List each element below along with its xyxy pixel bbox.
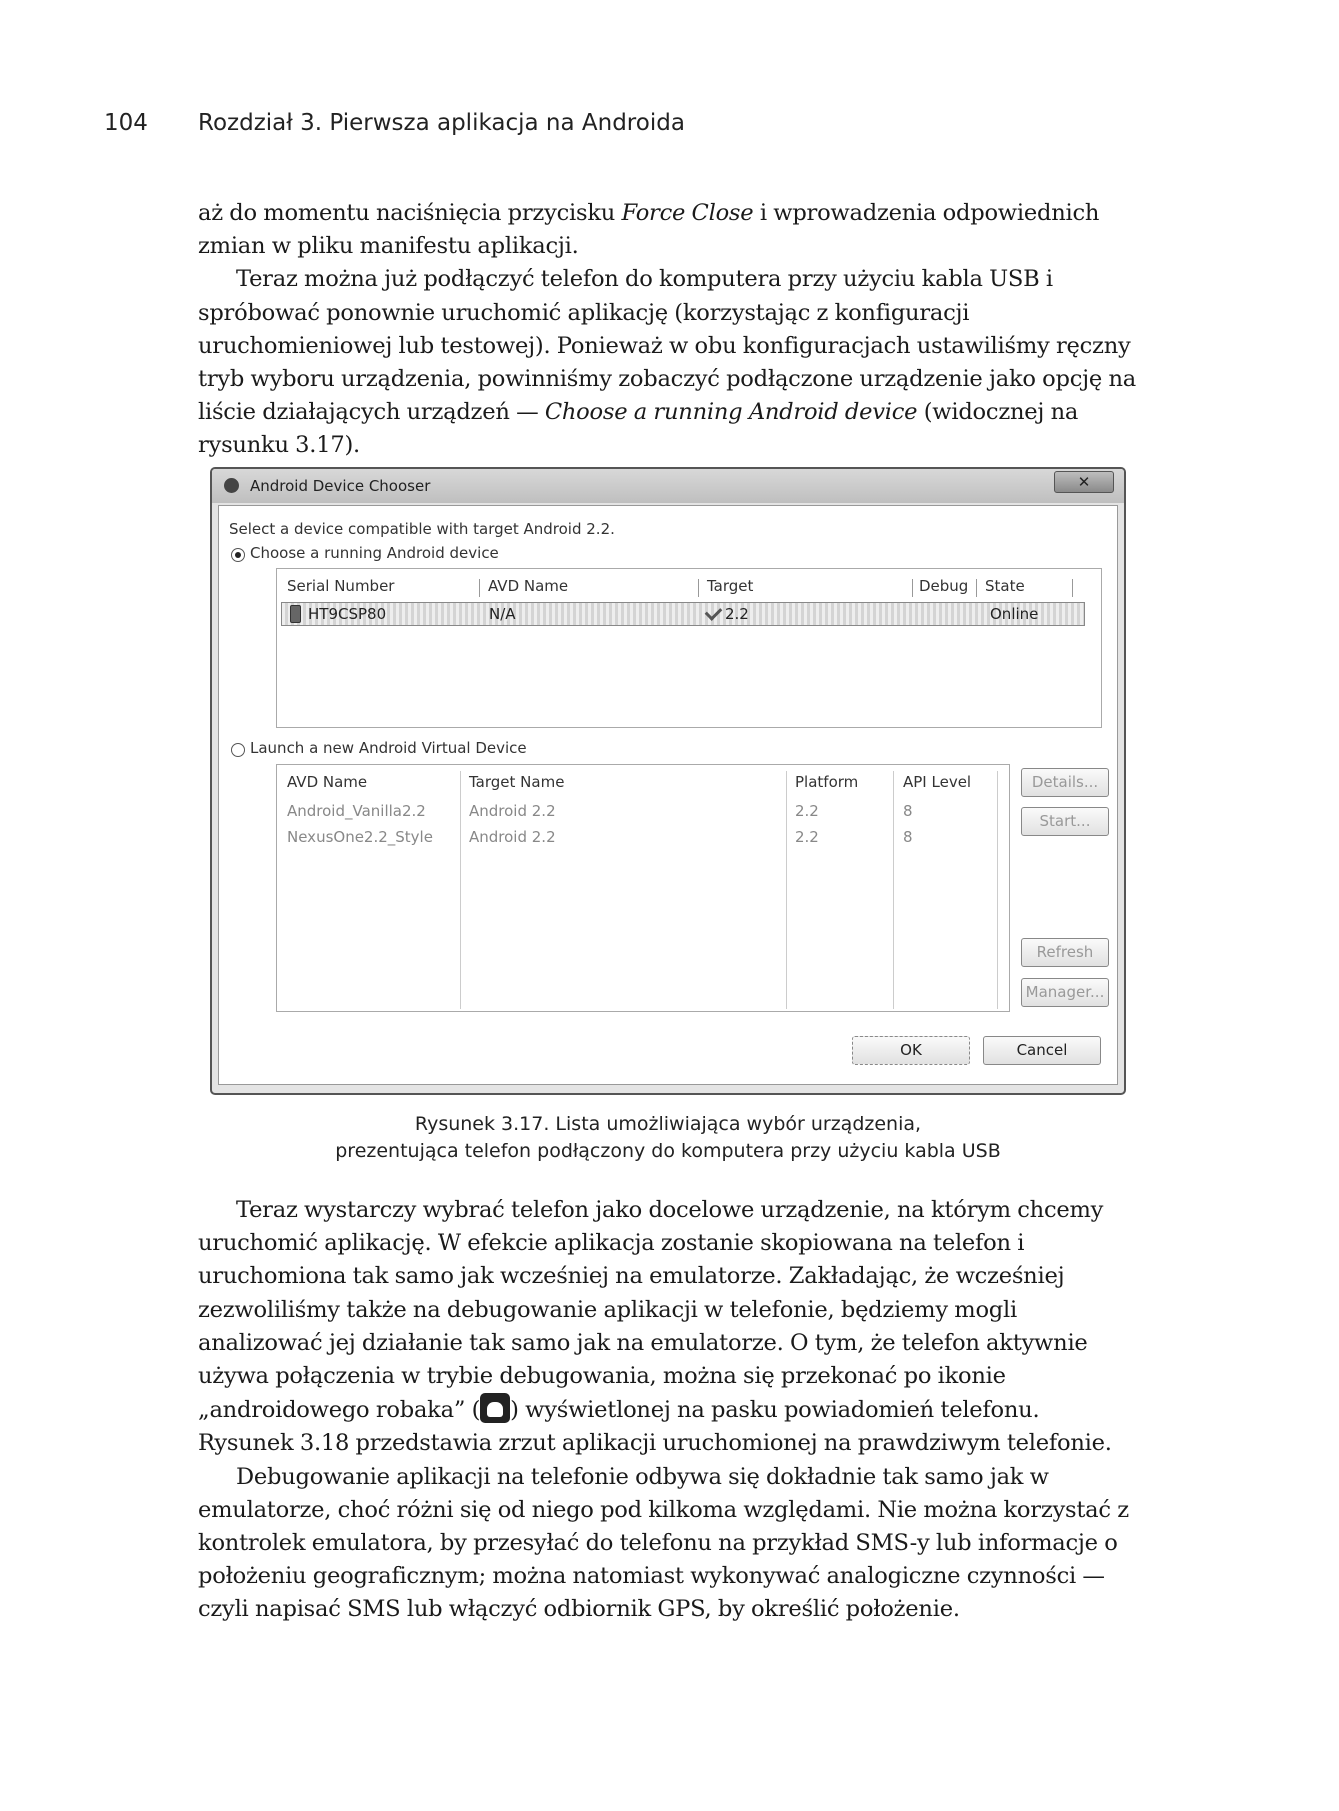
paragraph-3: [198, 1194, 1138, 1461]
column-platform[interactable]: Platform: [795, 773, 859, 791]
column-divider: [698, 579, 699, 597]
avd-row-1-target: Android 2.2: [469, 802, 556, 820]
avd-row-2-platform: 2.2: [795, 828, 819, 846]
start-button[interactable]: Start...: [1021, 807, 1109, 836]
device-state: Online: [990, 605, 1039, 623]
column-target-name[interactable]: Target Name: [469, 773, 565, 791]
cancel-button[interactable]: Cancel: [983, 1036, 1101, 1065]
checkmark-icon: [705, 603, 723, 621]
refresh-button[interactable]: Refresh: [1021, 938, 1109, 967]
page-header: [104, 110, 685, 136]
dialog-client: [218, 505, 1118, 1085]
paragraph-2-emphasis: Choose a running Android device: [544, 399, 918, 426]
column-avd-name[interactable]: AVD Name: [287, 773, 368, 791]
paragraph-2-text: Teraz można już podłączyć telefon do komputera przy użyciu kabla USB i spróbować ponownie uruchomić aplikację (korzystając z konfiguracji uruchomieniowej lub testowej). Ponieważ w obu konfiguracjach ustawiliśmy ręczny tryb wyboru urządzenia, powinniśmy zobaczyć podłączone urządzenie jako opcję na liście działających urządzeń —: [198, 266, 1136, 426]
device-target: 2.2: [725, 605, 749, 623]
device-avd-name: N/A: [489, 605, 516, 623]
column-debug[interactable]: Debug: [919, 577, 969, 595]
column-api-level[interactable]: API Level: [903, 773, 972, 791]
android-sdk-icon: [224, 478, 239, 493]
page-number: 104: [104, 110, 148, 136]
launch-avd-label[interactable]: Launch a new Android Virtual Device: [250, 739, 527, 757]
figure-caption: [198, 1111, 1138, 1165]
chapter-title: Rozdział 3. Pierwsza aplikacja na Androida: [198, 110, 685, 136]
column-divider: [460, 771, 461, 1009]
paragraph-3-text-end: ) wyświetlonej na pasku powiadomień telefonu. Rysunek 3.18 przedstawia zrzut aplikacji uruchomionej na prawdziwym telefonie.: [198, 1397, 1112, 1457]
dialog-title: Android Device Chooser: [250, 477, 431, 495]
text-block-top: [198, 197, 1138, 463]
column-divider: [976, 579, 977, 597]
column-avd-name[interactable]: AVD Name: [488, 577, 569, 595]
column-divider: [786, 771, 787, 1009]
ok-button[interactable]: OK: [852, 1036, 970, 1065]
avd-row-1-api: 8: [903, 802, 913, 820]
column-divider: [1072, 579, 1073, 597]
paragraph-2: [198, 263, 1138, 462]
caption-line-2: prezentująca telefon podłączony do komputera przy użyciu kabla USB: [335, 1140, 1001, 1162]
column-state[interactable]: State: [985, 577, 1025, 595]
paragraph-1-emphasis: Force Close: [621, 200, 754, 226]
column-divider: [912, 579, 913, 597]
paragraph-3-text: Teraz wystarczy wybrać telefon jako docelowe urządzenie, na którym chcemy uruchomić aplikację. W efekcie aplikacja zostanie skopiowana na telefon i uruchomiona tak samo jak wcześniej na emulatorze. Zakładając, że wcześniej zezwoliliśmy także na debugowanie aplikacji w telefonie, będziemy mogli analizować jej działanie tak samo jak na emulatorze. O tym, że telefon aktywnie używa połączenia w trybie debugowania, można się przekonać po ikonie „androidowego robaka” (: [198, 1197, 1104, 1424]
paragraph-4-text: Debugowanie aplikacji na telefonie odbywa się dokładnie tak samo jak w emulatorze, choć różni się od niego pod kilkoma względami. Nie można korzystać z kontrolek emulatora, by przesyłać do telefonu na przykład SMS-y lub informacje o położeniu geograficznym; można natomiast wykonywać analogiczne czynności — czyli napisać SMS lub włączyć odbiornik GPS, by określić położenie.: [198, 1463, 1129, 1623]
device-serial: HT9CSP80: [308, 605, 387, 623]
close-icon: ✕: [1077, 473, 1091, 491]
column-divider: [479, 579, 480, 597]
running-device-label[interactable]: Choose a running Android device: [250, 544, 499, 562]
paragraph-4: [198, 1461, 1138, 1627]
close-button[interactable]: [1054, 471, 1114, 493]
column-serial-number[interactable]: Serial Number: [287, 577, 395, 595]
column-target[interactable]: Target: [707, 577, 754, 595]
manager-button[interactable]: Manager...: [1021, 978, 1109, 1007]
running-device-radio[interactable]: [231, 548, 245, 562]
text-block-bottom: [198, 1194, 1138, 1627]
paragraph-1-text-end: i wprowadzenia odpowiednich zmian w pliku manifestu aplikacji.: [198, 200, 1100, 260]
paragraph-2-text-end: (widocznej na rysunku 3.17).: [198, 399, 1079, 459]
android-debug-icon: [480, 1393, 510, 1423]
avd-row-2-api: 8: [903, 828, 913, 846]
column-divider: [893, 771, 894, 1009]
avd-table: [276, 764, 1010, 1012]
avd-row-1-platform: 2.2: [795, 802, 819, 820]
caption-line-1: Rysunek 3.17. Lista umożliwiająca wybór urządzenia,: [414, 1113, 922, 1135]
launch-avd-radio[interactable]: [231, 743, 245, 757]
table-row[interactable]: [281, 602, 1085, 626]
android-device-chooser-dialog: [210, 467, 1126, 1095]
device-prompt: Select a device compatible with target Android 2.2.: [229, 520, 615, 538]
avd-row-2-name[interactable]: NexusOne2.2_Style: [287, 828, 433, 846]
paragraph-1: [198, 197, 1138, 263]
running-devices-table: [276, 568, 1102, 728]
avd-row-1-name[interactable]: Android_Vanilla2.2: [287, 802, 426, 820]
dialog-titlebar[interactable]: [212, 469, 1124, 503]
avd-row-2-target: Android 2.2: [469, 828, 556, 846]
column-divider: [997, 771, 998, 1009]
details-button[interactable]: Details...: [1021, 768, 1109, 797]
phone-icon: [290, 605, 301, 623]
paragraph-1-text: aż do momentu naciśnięcia przycisku: [198, 200, 622, 226]
